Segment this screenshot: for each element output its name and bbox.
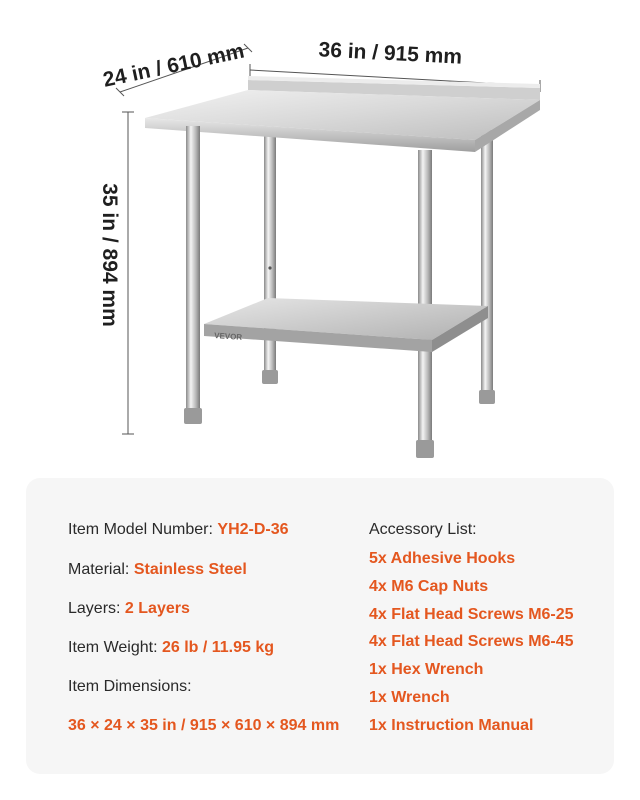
accessory-item: 5x Adhesive Hooks [369, 550, 516, 567]
accessory-item: 1x Wrench [369, 689, 450, 706]
spec-card [26, 478, 614, 774]
spec-material-value: Stainless Steel [133, 561, 247, 578]
worktable-drawing [145, 76, 540, 458]
height-dimension-line [122, 112, 134, 434]
accessory-item: 1x Instruction Manual [369, 717, 534, 734]
spec-dimensions-value: 36 × 24 × 35 in / 915 × 610 × 894 mm [68, 717, 340, 734]
spec-weight-value: 26 lb / 11.95 kg [161, 639, 275, 656]
spec-model [68, 520, 289, 540]
accessory-item: 1x Hex Wrench [369, 661, 484, 678]
accessory-item: 4x Flat Head Screws M6-45 [369, 633, 574, 650]
spec-material [68, 560, 247, 580]
spec-model-label: Item Model Number: [68, 521, 213, 538]
spec-model-value: YH2-D-36 [217, 521, 289, 538]
spec-dimensions-label: Item Dimensions: [68, 678, 192, 695]
spec-dimensions-value-row [68, 716, 339, 736]
spec-material-label: Material: [68, 561, 130, 578]
spec-dimensions-label-row [68, 677, 192, 697]
width-label: 36 in / 915 mm [318, 38, 463, 69]
spec-weight-label: Item Weight: [68, 639, 158, 656]
spec-layers-value: 2 Layers [124, 600, 190, 617]
spec-weight [68, 638, 274, 658]
spec-layers [68, 599, 190, 619]
depth-label: 24 in / 610 mm [101, 39, 247, 92]
spec-layers-label: Layers: [68, 600, 121, 617]
accessory-list-title: Accessory List: [369, 521, 477, 538]
brand-mark: VEVOR [213, 331, 243, 342]
accessory-item: 4x Flat Head Screws M6-25 [369, 606, 574, 623]
height-label: 35 in / 894 mm [98, 183, 121, 327]
accessory-item: 4x M6 Cap Nuts [369, 578, 489, 595]
